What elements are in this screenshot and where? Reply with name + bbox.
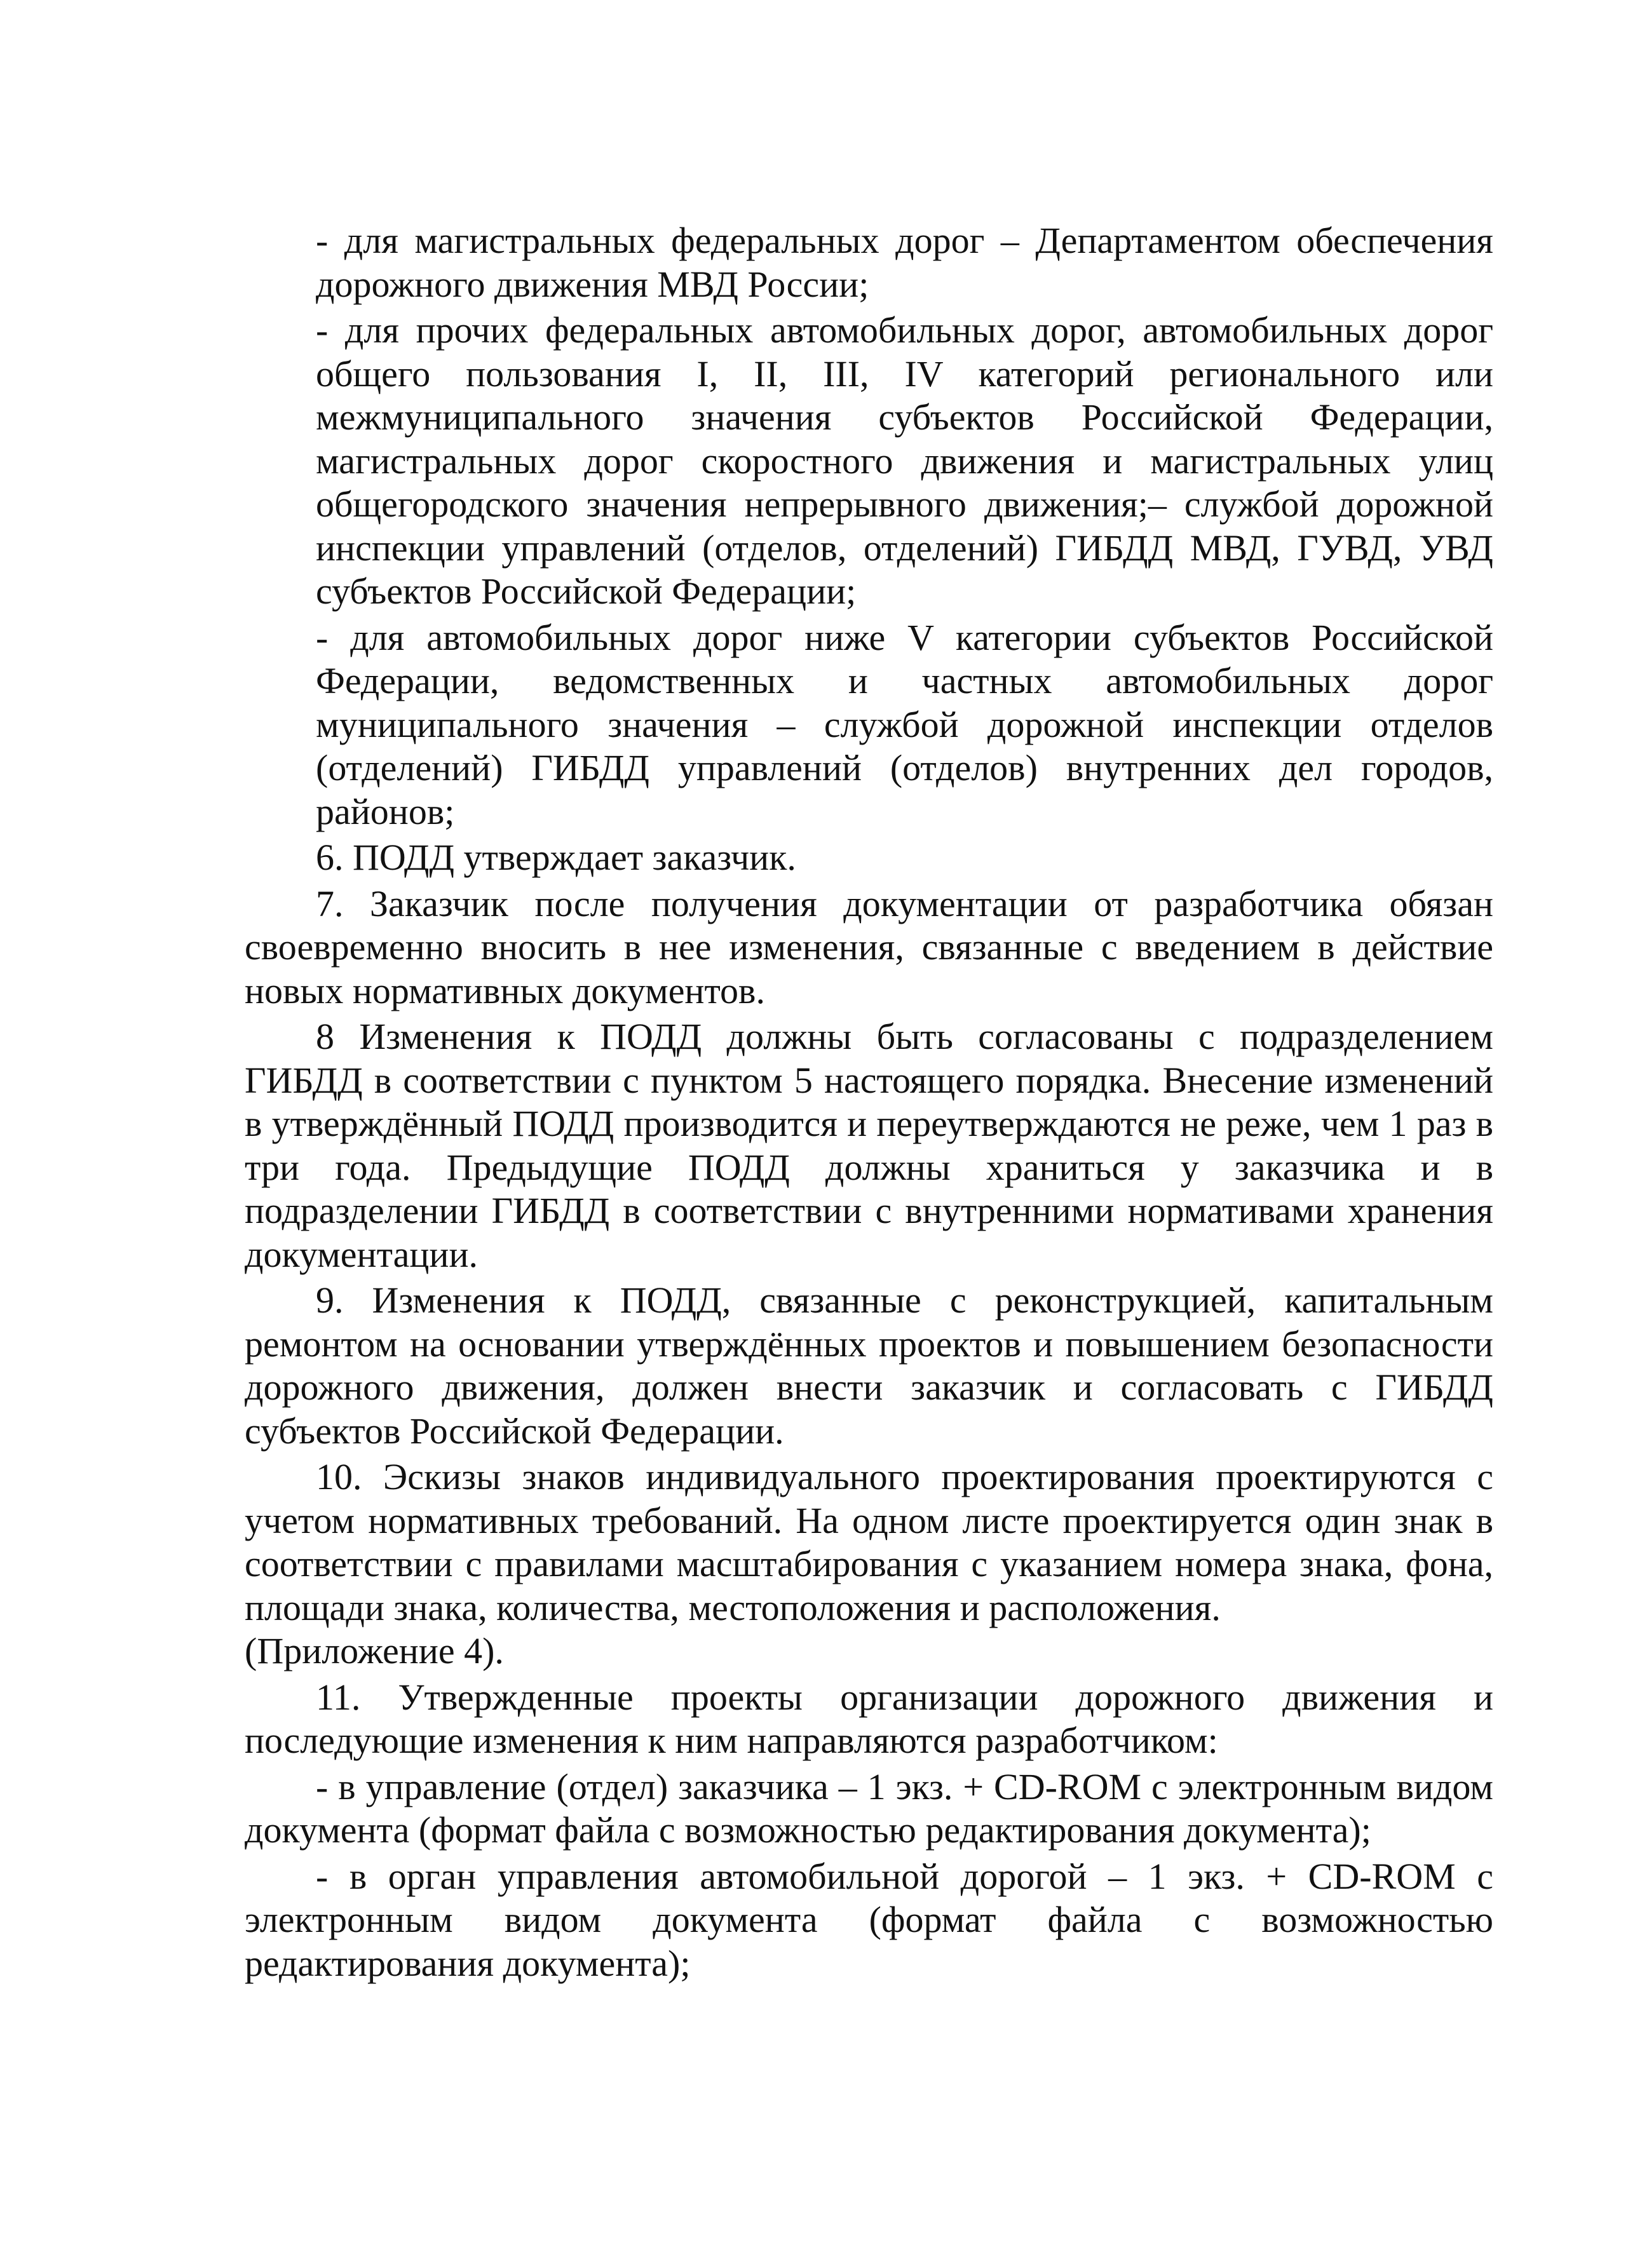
clause-11: 11. Утвержденные проекты организации дорожного движения и последующие изменения к ним направляются разработчиком:	[245, 1676, 1493, 1761]
clause-9: 9. Изменения к ПОДД, связанные с реконструкцией, капитальным ремонтом на основании утверждённых проектов и повышением безопасности дорожного движения, должен внести заказчик и согласовать с ГИБДД субъектов Российской Федерации.	[245, 1279, 1493, 1452]
clause-8: 8 Изменения к ПОДД должны быть согласованы с подразделением ГИБДД в соответствии с пунктом 5 настоящего порядка. Внесение изменений в утверждённый ПОДД производится и переутверждаются не реже, чем 1 раз в три года. Предыдущие ПОДД должны храниться у заказчика и в подразделении ГИБДД в соответствии с внутренними нормативами хранения документации.	[245, 1016, 1493, 1275]
bullet-customer-department: - в управление (отдел) заказчика – 1 экз. + CD-ROM с электронным видом документа (формат файла с возможностью редактирования документа);	[245, 1765, 1493, 1851]
appendix-reference: (Приложение 4).	[245, 1630, 504, 1671]
clause-6: 6. ПОДД утверждает заказчик.	[316, 837, 796, 878]
bullet-other-federal-roads: - для прочих федеральных автомобильных дорог, автомобильных дорог общего пользования I, II, III, IV категорий регионального или межмуниципального значения субъектов Российской Федерации, магистральных дорог скоростного движения и магистральных улиц общегородского значения непрерывного движения;– службой дорожной инспекции управлений (отделов, отделений) ГИБДД МВД, ГУВД, УВД субъектов Российской Федерации;	[316, 309, 1493, 612]
bullet-federal-highways: - для магистральных федеральных дорог – Департаментом обеспечения дорожного движения МВД России;	[316, 220, 1493, 305]
bullet-roads-below-category-v: - для автомобильных дорог ниже V категории субъектов Российской Федерации, ведомственных и частных автомобильных дорог муниципального значения – службой дорожной инспекции отделов (отделений) ГИБДД управлений (отделов) внутренних дел городов, районов;	[316, 616, 1493, 832]
clause-7: 7. Заказчик после получения документации от разработчика обязан своевременно вносить в нее изменения, связанные с введением в действие новых нормативных документов.	[245, 882, 1493, 1011]
document-body	[245, 219, 1493, 1985]
clause-10: 10. Эскизы знаков индивидуального проектирования проектируются с учетом нормативных требований. На одном листе проектируется один знак в соответствии с правилами масштабирования с указанием номера знака, фона, площади знака, количества, местоположения и расположения.	[245, 1456, 1493, 1628]
bullet-road-authority: - в орган управления автомобильной дорогой – 1 экз. + CD-ROM с электронным видом документа (формат файла с возможностью редактирования документа);	[245, 1855, 1493, 1984]
